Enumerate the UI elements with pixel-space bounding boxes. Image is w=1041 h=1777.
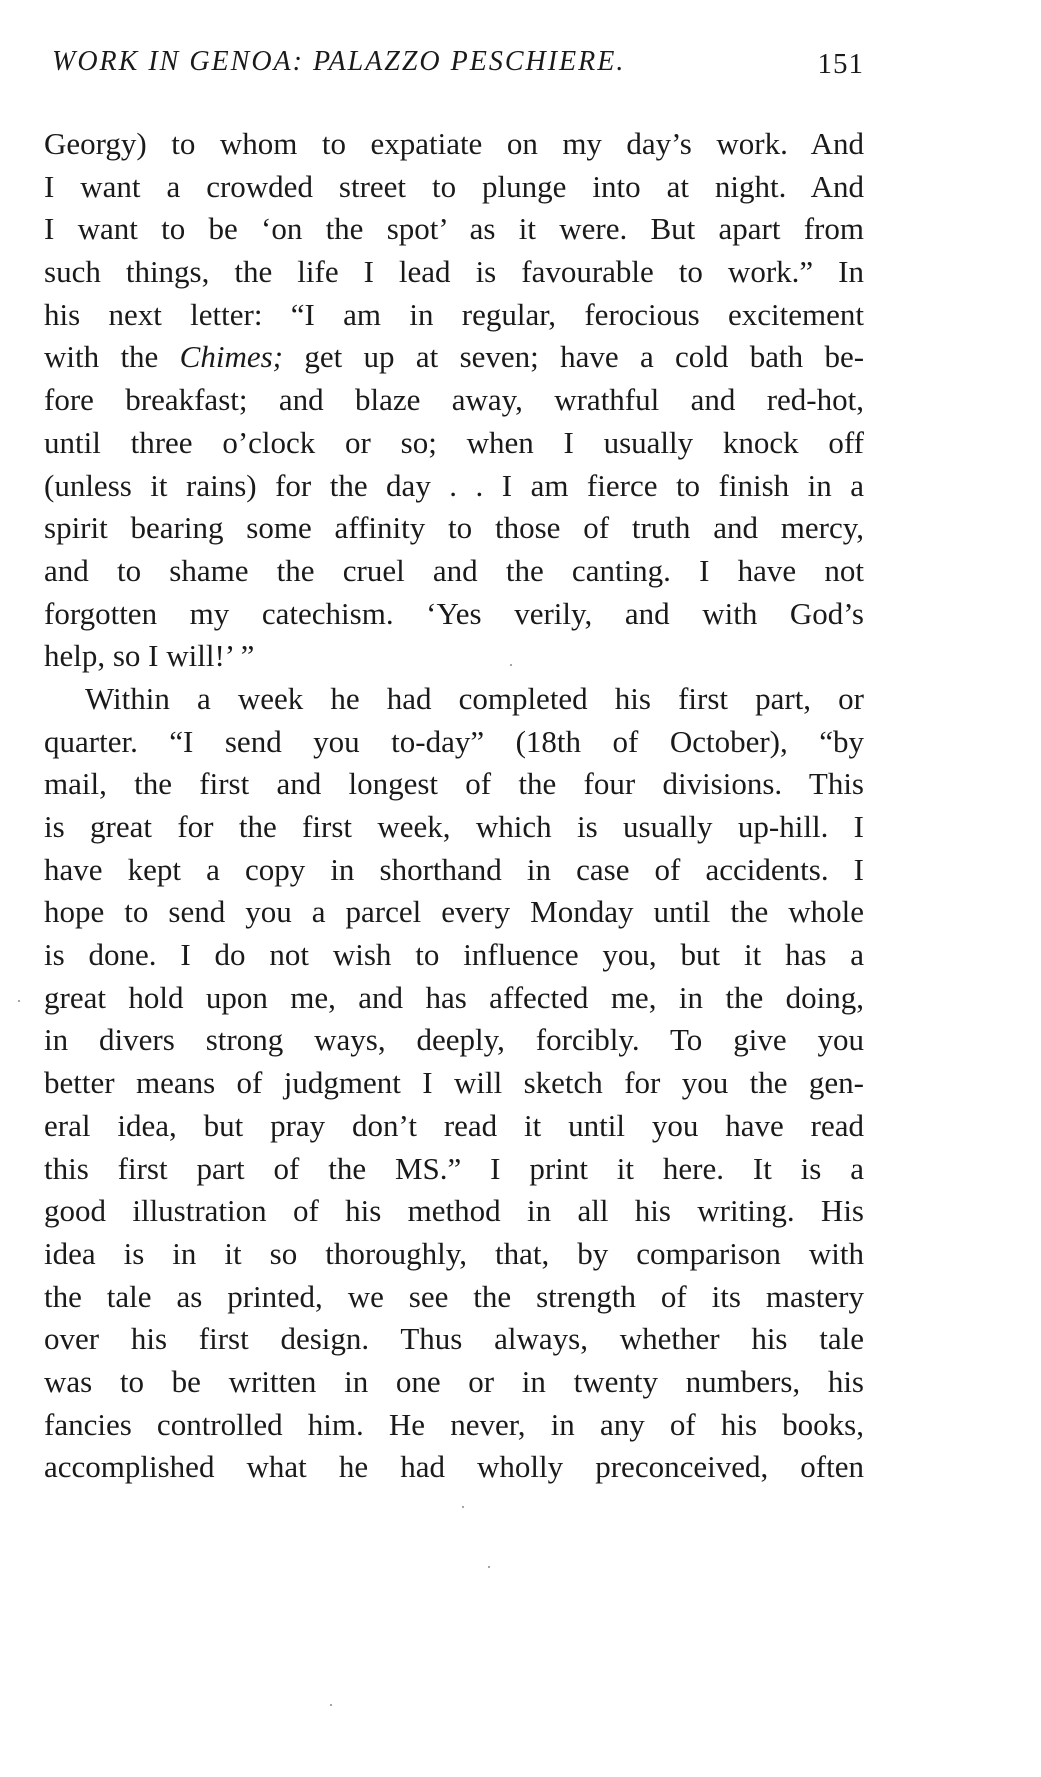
text-line: fore breakfast; and blaze away, wrathful and red-hot, [44, 382, 864, 418]
text-line: mail, the first and longest of the four divisions. This [44, 766, 864, 802]
text-line: the tale as printed, we see the strength of its mastery [44, 1278, 864, 1314]
text-line: I want to be ‘on the spot’ as it were. But apart from [44, 211, 864, 247]
text-line: was to be written in one or in twenty numbers, his [44, 1363, 864, 1399]
text-line: eral idea, but pray don’t read it until you have read [44, 1107, 864, 1143]
paragraph-letter-quote [44, 123, 864, 678]
text-line-chimes [44, 336, 864, 379]
text-line: in divers strong ways, deeply, forcibly. To give you [44, 1022, 864, 1058]
scan-speck [510, 664, 512, 666]
text-fragment: get up at seven; have a cold bath be- [304, 339, 865, 375]
book-title-chimes: Chimes; [179, 339, 283, 375]
text-line: great hold upon me, and has affected me, in the doing, [44, 979, 864, 1015]
text-line: spirit bearing some affinity to those of truth and mercy, [44, 510, 864, 546]
text-line: Within a week he had completed his first part, or [85, 680, 864, 716]
text-line: his next letter: “I am in regular, ferocious excitement [44, 296, 864, 332]
text-line: have kept a copy in shorthand in case of accidents. I [44, 851, 864, 887]
text-line: (unless it rains) for the day . . I am fierce to finish in a [44, 467, 864, 503]
page-header [52, 46, 864, 86]
text-line: quarter. “I send you to-day” (18th of October), “by [44, 723, 864, 759]
scan-speck [18, 1000, 20, 1002]
body-text [44, 123, 864, 1489]
text-line: this first part of the MS.” I print it here. It is a [44, 1150, 864, 1186]
running-title: WORK IN GENOA: PALAZZO PESCHIERE. [52, 46, 626, 77]
text-line: such things, the life I lead is favourable to work.” In [44, 254, 864, 290]
text-line: idea is in it so thoroughly, that, by comparison with [44, 1235, 864, 1271]
text-line: forgotten my catechism. ‘Yes verily, and with God’s [44, 595, 864, 631]
text-line: better means of judgment I will sketch for you the gen- [44, 1065, 864, 1101]
text-line: is done. I do not wish to influence you, but it has a [44, 937, 864, 973]
text-line: over his first design. Thus always, whether his tale [44, 1321, 864, 1357]
text-line: hope to send you a parcel every Monday until the whole [44, 894, 864, 930]
text-line: fancies controlled him. He never, in any of his books, [44, 1406, 864, 1442]
text-line: accomplished what he had wholly preconceived, often [44, 1449, 864, 1485]
text-line: I want a crowded street to plunge into at night. And [44, 168, 864, 204]
text-line: and to shame the cruel and the canting. I have not [44, 552, 864, 588]
scan-speck [488, 1566, 490, 1568]
text-line: Georgy) to whom to expatiate on my day’s work. And [44, 126, 864, 161]
text-line: good illustration of his method in all his writing. His [44, 1193, 864, 1229]
scan-speck [330, 1704, 332, 1706]
paragraph-first-part [44, 678, 864, 1489]
page-number: 151 [817, 48, 864, 80]
text-line: until three o’clock or so; when I usually knock off [44, 424, 864, 460]
text-line: help, so I will!’ ” [44, 638, 255, 674]
text-fragment: with the [44, 339, 159, 375]
scan-speck [462, 1506, 464, 1508]
text-line: is great for the first week, which is usually up-hill. I [44, 809, 864, 844]
